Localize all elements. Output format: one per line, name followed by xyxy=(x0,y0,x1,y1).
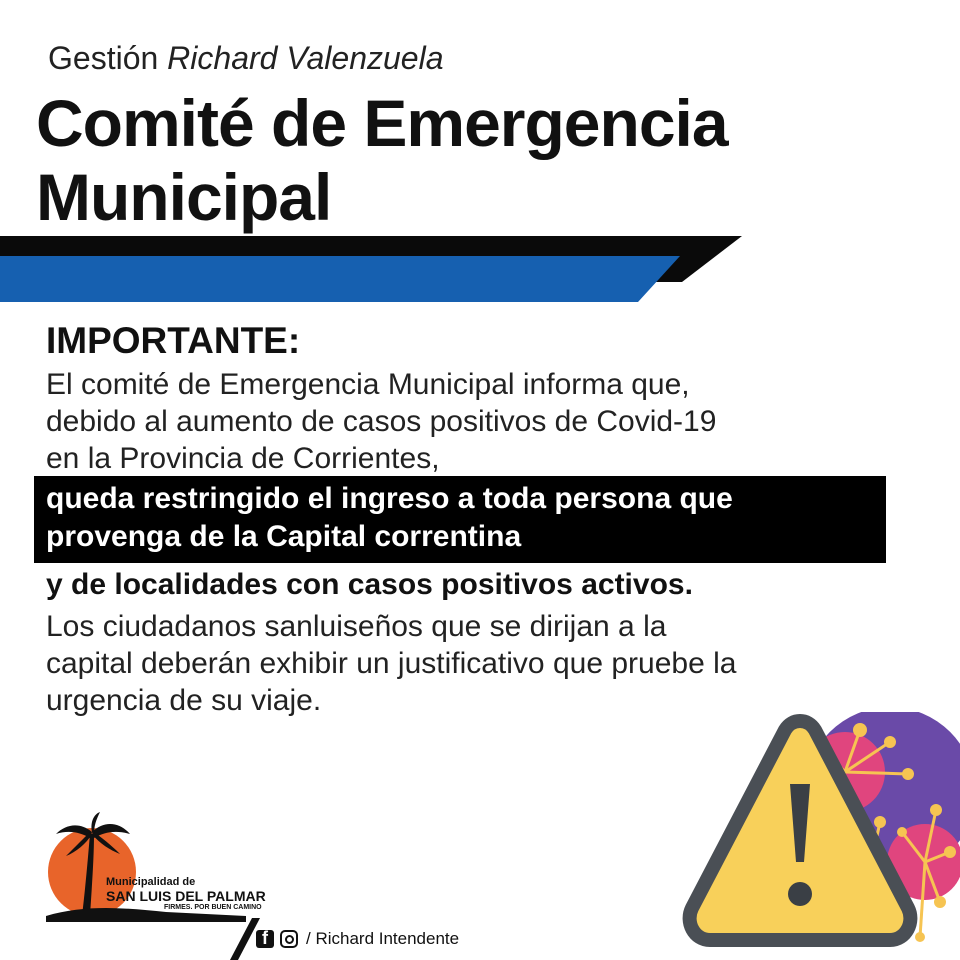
title-line-2: Municipal xyxy=(36,160,332,234)
facebook-icon: f xyxy=(256,930,274,948)
logo-line-3: FIRMES. POR BUEN CAMINO xyxy=(164,904,262,911)
social-handle: / Richard Intendente xyxy=(306,929,460,948)
notice-intro xyxy=(46,366,936,477)
highlight-line: provenga de la Capital correntina xyxy=(46,520,522,553)
subtitle xyxy=(48,40,443,77)
notice-closing xyxy=(46,608,936,719)
instagram-icon xyxy=(280,930,298,948)
closing-line: urgencia de su viaje. xyxy=(46,684,322,717)
closing-line: capital deberán exhibir un justificativo que pruebe la xyxy=(46,647,737,680)
notice-bold-line: y de localidades con casos positivos activos. xyxy=(46,568,693,601)
closing-line: Los ciudadanos sanluiseños que se dirijan a la xyxy=(46,610,667,643)
page-title xyxy=(36,86,728,234)
blue-stripe xyxy=(0,256,680,302)
intro-line: El comité de Emergencia Municipal informa que, xyxy=(46,368,690,401)
title-line-1: Comité de Emergencia xyxy=(36,86,728,160)
warning-illustration xyxy=(640,712,960,960)
highlight-line: queda restringido el ingreso a toda persona que xyxy=(46,482,733,515)
intro-line: en la Provincia de Corrientes, xyxy=(46,442,440,475)
logo-line-1: Municipalidad de xyxy=(106,876,196,888)
subtitle-prefix: Gestión xyxy=(48,40,159,76)
subtitle-name: Richard Valenzuela xyxy=(167,40,444,76)
notice-heading: IMPORTANTE: xyxy=(46,320,301,361)
logo-line-2: SAN LUIS DEL PALMAR xyxy=(106,888,266,904)
header-stripe xyxy=(0,236,960,306)
highlight-text xyxy=(46,480,886,556)
intro-line: debido al aumento de casos positivos de Covid-19 xyxy=(46,405,717,438)
